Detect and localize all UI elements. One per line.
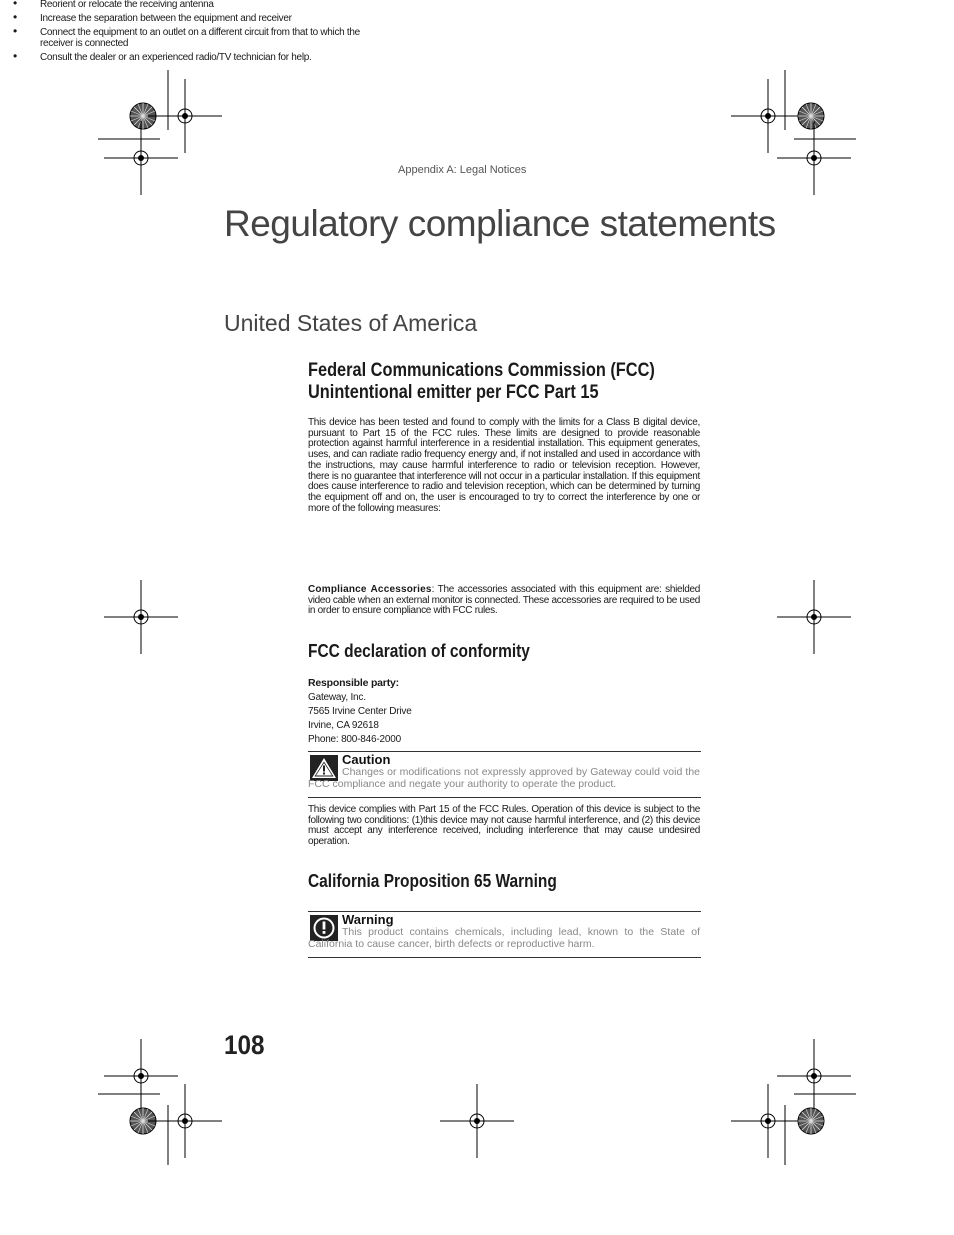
list-item: • Increase the separation between the equipment and receiver <box>0 14 392 25</box>
address-line: Phone: 800-846-2000 <box>308 734 401 745</box>
prop65-heading: California Proposition 65 Warning <box>308 871 557 891</box>
list-item: • Connect the equipment to an outlet on a different circuit from that to which the receiver is connected <box>0 28 392 49</box>
caution-text: Changes or modifications not expressly approved by Gateway could void the FCC compliance and negate your authority to operate the product. <box>308 766 700 790</box>
page-number: 108 <box>224 1030 265 1060</box>
page-title: Regulatory compliance statements <box>224 203 776 244</box>
address-line: Gateway, Inc. <box>308 692 366 703</box>
warning-title: Warning <box>342 912 394 927</box>
list-item: • Reorient or relocate the receiving antenna <box>0 0 392 11</box>
responsible-party-block <box>308 676 412 747</box>
fcc-heading: Federal Communications Commission (FCC) Unintentional emitter per FCC Part 15 <box>308 360 655 403</box>
conditions-paragraph: This device complies with Part 15 of the FCC Rules. Operation of this device is subject to the following two conditions: (1)this device may not cause harmful interference, and (2) this device must accept any interference received, including interference that may cause undesired operation. <box>308 804 700 848</box>
fcc-intro-paragraph: This device has been tested and found to comply with the limits for a Class B digital device, pursuant to Part 15 of the FCC rules. These limits are designed to provide reasonable protection against harmful interference in a residential installation. This equipment generates, uses, and can radiate radio frequency energy and, if not installed and used in accordance with the instructions, may cause harmful interference to radio or television reception. However, there is no guarantee that interference will not occur in a particular installation. If this equipment does cause interference to radio and television reception, which can be determined by turning the equipment off and on, the user is encouraged to try to correct the interference by one or more of the following measures: <box>308 417 700 514</box>
running-head: Appendix A: Legal Notices <box>398 164 527 176</box>
section-heading: United States of America <box>224 310 478 336</box>
declaration-heading: FCC declaration of conformity <box>308 641 530 661</box>
warning-text: This product contains chemicals, including lead, known to the State of California to cause cancer, birth defects or reproductive harm. <box>308 926 700 950</box>
list-item: • Consult the dealer or an experienced radio/TV technician for help. <box>0 53 392 64</box>
measures-list <box>0 0 392 64</box>
compliance-text: : The accessories associated with this equipment are: shielded video cable when an external monitor is connected. These accessories are required to be used in order to ensure compliance with FCC rules. <box>308 584 700 617</box>
responsible-label: Responsible party: <box>308 677 399 689</box>
caution-title: Caution <box>342 752 391 767</box>
caution-note <box>308 751 701 798</box>
address-line: 7565 Irvine Center Drive <box>308 706 412 717</box>
compliance-label: Compliance Accessories <box>308 584 432 595</box>
warning-note <box>308 911 701 958</box>
address-line: Irvine, CA 92618 <box>308 720 379 731</box>
compliance-paragraph <box>308 585 700 617</box>
